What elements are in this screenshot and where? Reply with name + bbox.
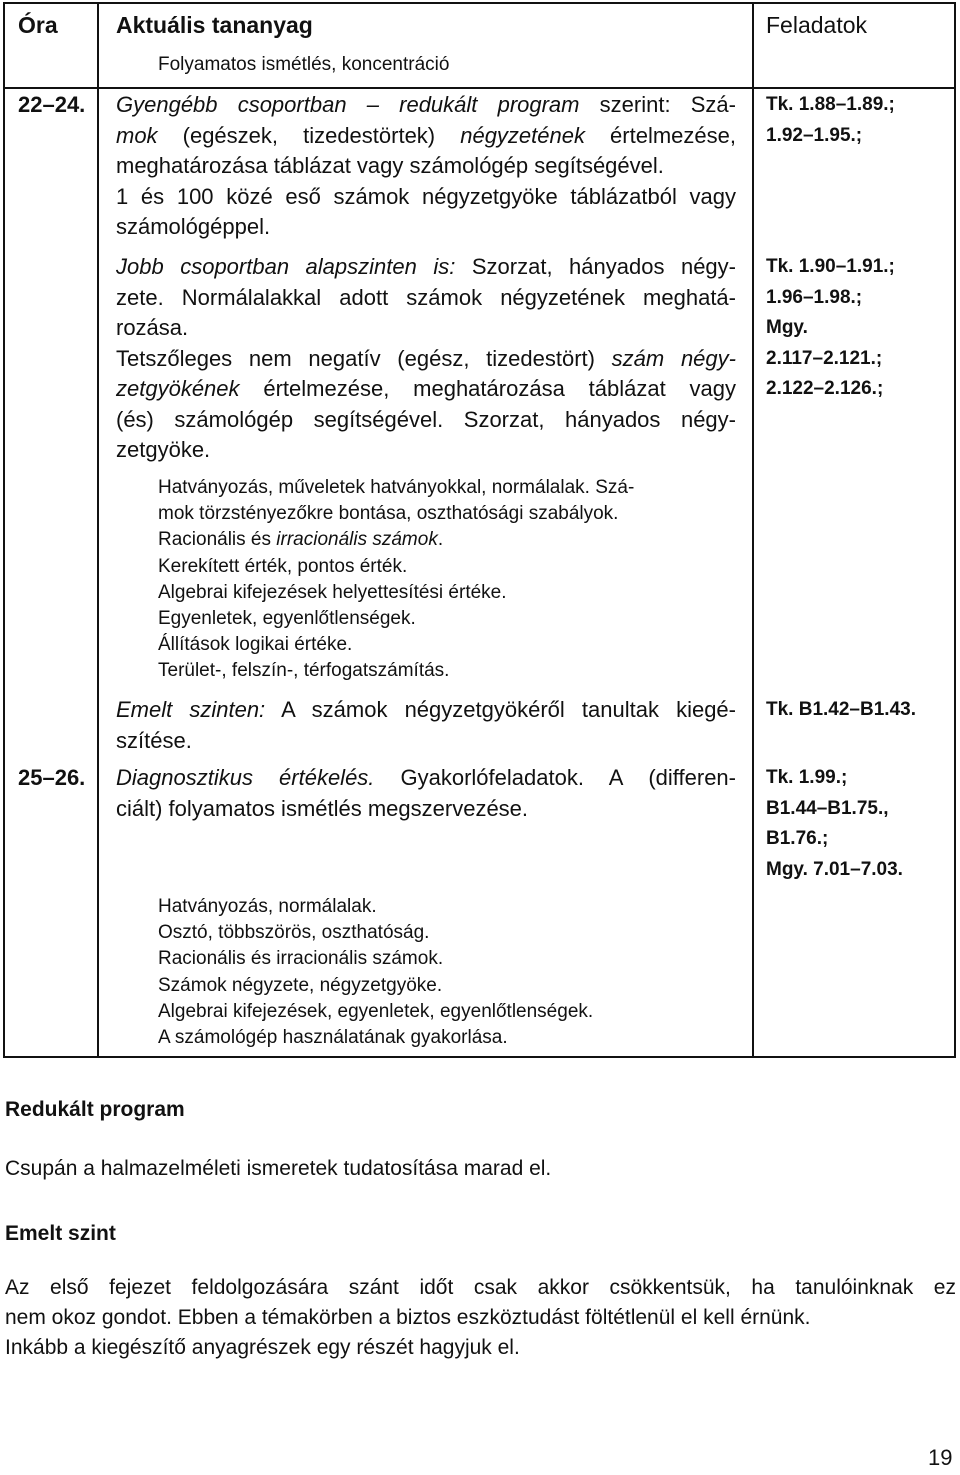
row2-main-text: Diagnosztikus értékelés. Gyakorlófeladatok. A (differen- ciált) folyamatos ismétlés megszervezése. [116, 765, 736, 821]
header-divider [5, 87, 954, 89]
row2-ora: 25–26. [18, 765, 86, 790]
column-divider [752, 4, 754, 1056]
page-number: 19 [928, 1445, 953, 1470]
row1-tasks-c: Tk. B1.42–B1.43. [766, 699, 916, 720]
header-ora: Óra [18, 12, 58, 38]
row1-tasks-a: Tk. 1.88–1.89.; 1.92–1.95.; [766, 94, 895, 146]
column-divider [97, 4, 99, 1056]
row1-advanced-group-text: Jobb csoportban alapszinten is: Szorzat, hányados négy- zete. Normálalakkal adott számok négyzetének meghatá- rozása. Tetszőleges nem negatív (egész, tizedestört) szám négy- zetgyökének értelmezése, meghatározása táblázat vagy (és) számológép segítségével. Szorzat, hányados négy- zetgyöke. [116, 254, 736, 462]
advanced-level-title: Emelt szint [5, 1222, 116, 1245]
row1-concentration: Hatványozás, műveletek hatványokkal, normálalak. Szá- mok törzstényezőkre bontása, oszthatósági szabályok. Racionális és irracionális számok. Kerekített érték, pontos érték. Algebrai kifejezések helyettesítési értéke. Egyenletek, egyenlőtlenségek. Állítások logikai értéke. Terület-, felszín-, térfogatszámítás. [158, 477, 635, 682]
reduced-program-title: Redukált program [5, 1098, 185, 1121]
row1-ora: 22–24. [18, 92, 86, 117]
reduced-program-text: Csupán a halmazelméleti ismeretek tudatosítása marad el. [5, 1157, 552, 1180]
table-subtitle: Folyamatos ismétlés, koncentráció [158, 54, 450, 75]
row1-emelt: Emelt szinten: A számok négyzetgyökéről tanultak kiegé- szítése. [116, 697, 736, 753]
advanced-level-text: Az első fejezet feldolgozására szánt időt csak akkor csökkentsük, ha tanulóinknak ez nem okoz gondot. Ebben a témakörben a biztos eszköztudást föltétlenül el kell érnünk. Inkább a kiegészítő anyagrészek egy részét hagyjuk el. [5, 1276, 956, 1359]
header-feladatok: Feladatok [766, 12, 868, 38]
row1-tasks-b: Tk. 1.90–1.91.; 1.96–1.98.; Mgy. 2.117–2.121.; 2.122–2.126.; [766, 256, 895, 399]
row2-tasks: Tk. 1.99.; B1.44–B1.75., B1.76.; Mgy. 7.01–7.03. [766, 767, 903, 880]
row1-main-text: Gyengébb csoportban – redukált program szerint: Szá- mok (egészek, tizedestörtek) négyzetének értelmezése, meghatározása táblázat vagy számológép segítségével. 1 és 100 közé eső számok négyzetgyöke táblázatból vagy számológéppel. [116, 92, 736, 239]
row2-concentration: Hatványozás, normálalak. Osztó, többszörös, oszthatóság. Racionális és irracionális számok. Számok négyzete, négyzetgyöke. Algebrai kifejezések, egyenletek, egyenlőtlenségek. A számológép használatának gyakorlása. [158, 896, 594, 1049]
header-tananyag: Aktuális tananyag [116, 12, 313, 38]
